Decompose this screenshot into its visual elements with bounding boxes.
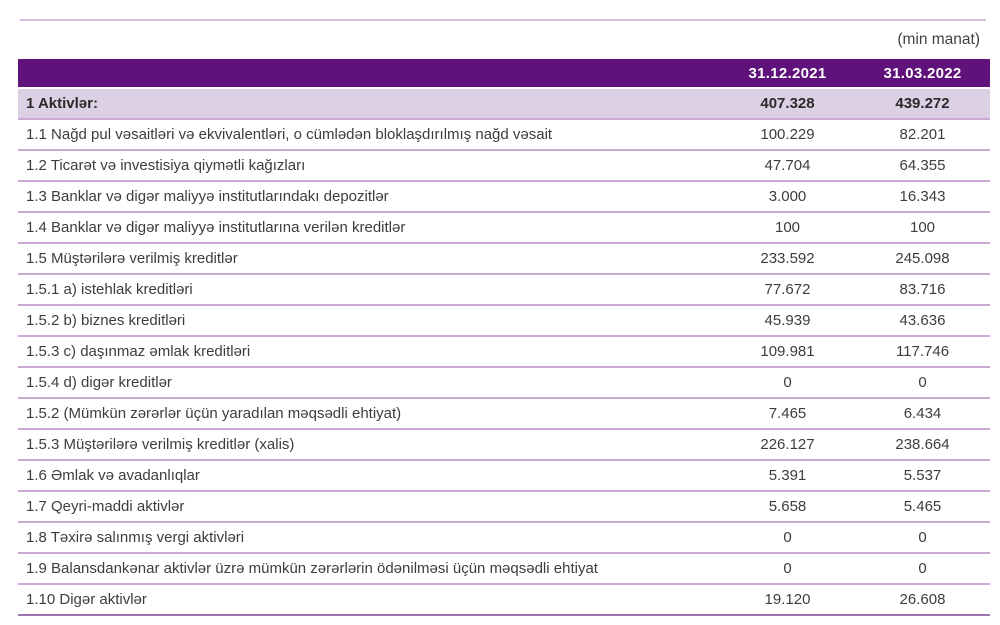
table-row [18,399,990,430]
table-row [18,492,990,523]
value-2021: 109.981 [760,343,815,360]
value-2022: 100 [909,219,936,236]
row-label: 1.9 Balansdankənar aktivlər üzrə mümkün zərərlərin ödənilməsi üçün məqsədli ehtiyat [26,560,598,577]
table-row [18,554,990,585]
total-row-assets [18,89,990,120]
table-row [18,151,990,182]
value-2021: 0 [783,560,792,577]
value-2021: 45.939 [764,312,811,329]
value-2022: 0 [918,374,927,391]
table-row [18,430,990,461]
table-row [18,275,990,306]
value-2021: 100 [774,219,801,236]
value-2022: 16.343 [899,188,946,205]
row-label: 1.8 Təxirə salınmış vergi aktivləri [26,529,245,546]
table-row [18,461,990,492]
value-2021: 233.592 [760,250,815,267]
value-2022: 245.098 [895,250,950,267]
value-2022: 5.537 [903,467,942,484]
row-label: 1.5.3 Müştərilərə verilmiş kreditlər (xalis) [26,436,295,453]
row-label: 1.10 Digər aktivlər [26,591,147,608]
row-label: 1.3 Banklar və digər maliyyə institutlarındakı depozitlər [26,188,389,205]
row-label: 1.5 Müştərilərə verilmiş kreditlər [26,250,238,267]
col-header-31-03-2022: 31.03.2022 [883,64,962,82]
value-2021: 0 [783,529,792,546]
row-label: 1.5.2 (Mümkün zərərlər üçün yaradılan məqsədli ehtiyat) [26,405,402,422]
row-label: 1.5.3 c) daşınmaz əmlak kreditləri [26,343,251,360]
table-row [18,368,990,399]
value-2022: 0 [918,529,927,546]
value-2021: 3.000 [768,188,807,205]
top-divider [20,19,986,21]
value-2021: 226.127 [760,436,815,453]
table-row [18,213,990,244]
row-label: 1.6 Əmlak və avadanlıqlar [26,467,200,484]
row-label: 1 Aktivlər: [26,95,98,112]
value-2022: 82.201 [899,126,946,143]
value-2021: 5.658 [768,498,807,515]
unit-note: (min manat) [897,31,980,48]
assets-table [18,59,990,616]
table-header-row [18,59,990,89]
value-2021: 47.704 [764,157,811,174]
value-2022: 238.664 [895,436,950,453]
value-2022: 26.608 [899,591,946,608]
value-2021: 5.391 [768,467,807,484]
table-row [18,244,990,275]
row-label: 1.1 Nağd pul vəsaitləri və ekvivalentləri, o cümlədən bloklaşdırılmış nağd vəsait [26,126,553,143]
table-row [18,306,990,337]
table-row [18,337,990,368]
value-2022: 5.465 [903,498,942,515]
value-2022: 64.355 [899,157,946,174]
table-row [18,585,990,614]
col-header-31-12-2021: 31.12.2021 [748,64,827,82]
table-row [18,523,990,554]
row-label: 1.5.1 a) istehlak kreditləri [26,281,193,298]
value-2021: 77.672 [764,281,811,298]
table-row [18,120,990,151]
value-2021: 0 [783,374,792,391]
row-label: 1.7 Qeyri-maddi aktivlər [26,498,185,515]
value-2021: 407.328 [760,95,815,112]
row-label: 1.2 Ticarət və investisiya qiymətli kağızları [26,157,306,174]
row-label: 1.4 Banklar və digər maliyyə institutlarına verilən kreditlər [26,219,406,236]
table-row [18,182,990,213]
value-2022: 117.746 [895,343,950,360]
value-2022: 439.272 [895,95,950,112]
value-2022: 0 [918,560,927,577]
value-2022: 43.636 [899,312,946,329]
value-2021: 7.465 [768,405,807,422]
value-2021: 19.120 [764,591,811,608]
value-2022: 83.716 [899,281,946,298]
value-2022: 6.434 [903,405,942,422]
row-label: 1.5.2 b) biznes kreditləri [26,312,186,329]
value-2021: 100.229 [760,126,815,143]
row-label: 1.5.4 d) digər kreditlər [26,374,172,391]
